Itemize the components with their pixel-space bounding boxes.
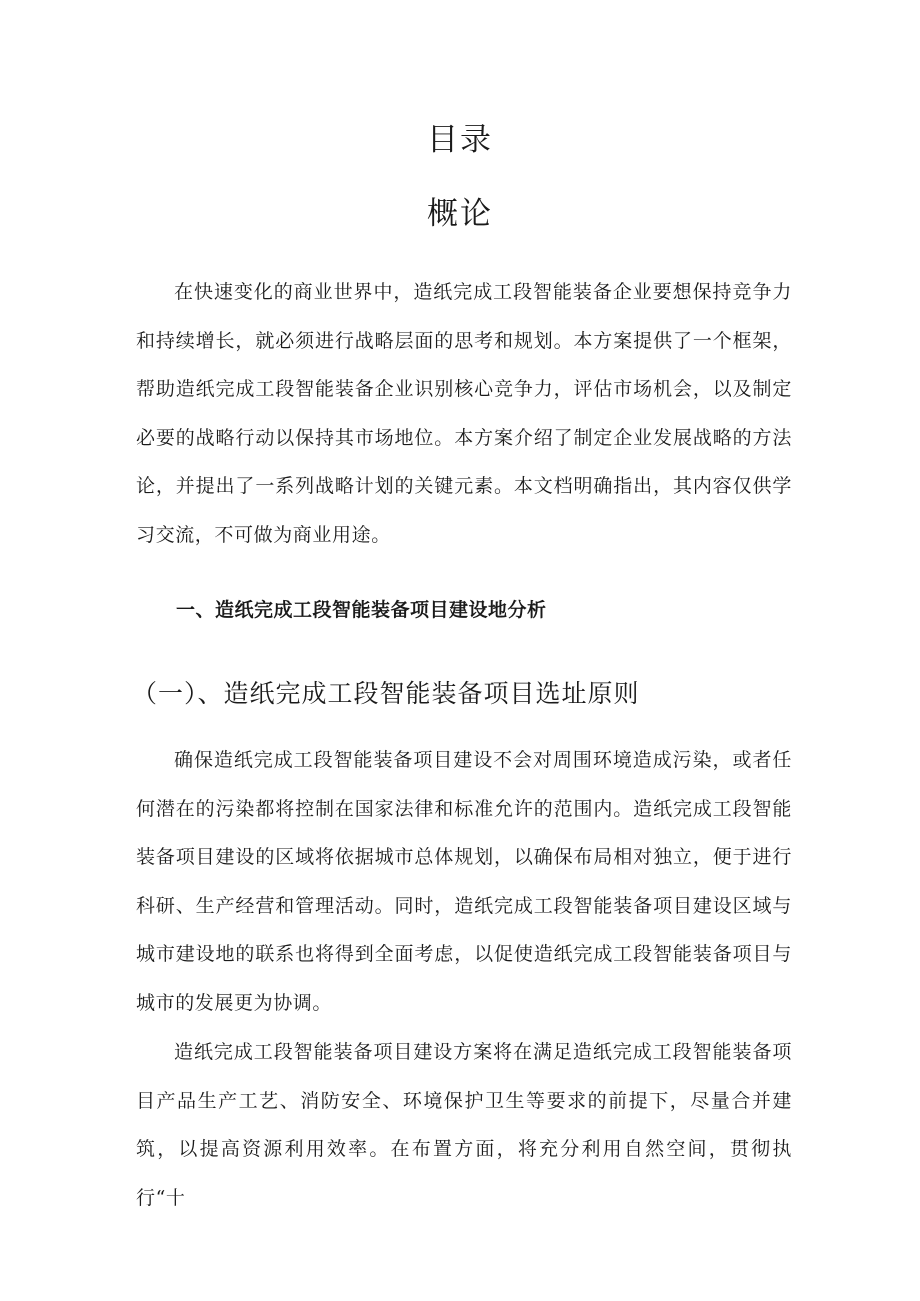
- body-paragraph-2: 造纸完成工段智能装备项目建设方案将在满足造纸完成工段智能装备项目产品生产工艺、消防安全、环境保护卫生等要求的前提下，尽量合并建筑，以提高资源利用效率。在布置方面，将充分利用自然空间，贯彻执行“十: [136, 1041, 792, 1209]
- subsection-heading: （一）、造纸完成工段智能装备项目选址原则: [132, 679, 640, 708]
- intro-paragraph: 在快速变化的商业世界中，造纸完成工段智能装备企业要想保持竞争力和持续增长，就必须进行战略层面的思考和规划。本方案提供了一个框架，帮助造纸完成工段智能装备企业识别核心竞争力，评估市场机会，以及制定必要的战略行动以保持其市场地位。本方案介绍了制定企业发展战略的方法论，并提出了一系列战略计划的关键元素。本文档明确指出，其内容仅供学习交流，不可做为商业用途。: [136, 281, 792, 546]
- body-paragraph-1: 确保造纸完成工段智能装备项目建设不会对周围环境造成污染，或者任何潜在的污染都将控制在国家法律和标准允许的范围内。造纸完成工段智能装备项目建设的区域将依据城市总体规划，以确保布局相对独立，便于进行科研、生产经营和管理活动。同时，造纸完成工段智能装备项目建设区域与城市建设地的联系也将得到全面考虑，以促使造纸完成工段智能装备项目与城市的发展更为协调。: [136, 749, 792, 1014]
- intro-title: 概论: [427, 196, 493, 232]
- section-heading: 一、造纸完成工段智能装备项目建设地分析: [176, 599, 547, 621]
- toc-title: 目录: [427, 122, 493, 158]
